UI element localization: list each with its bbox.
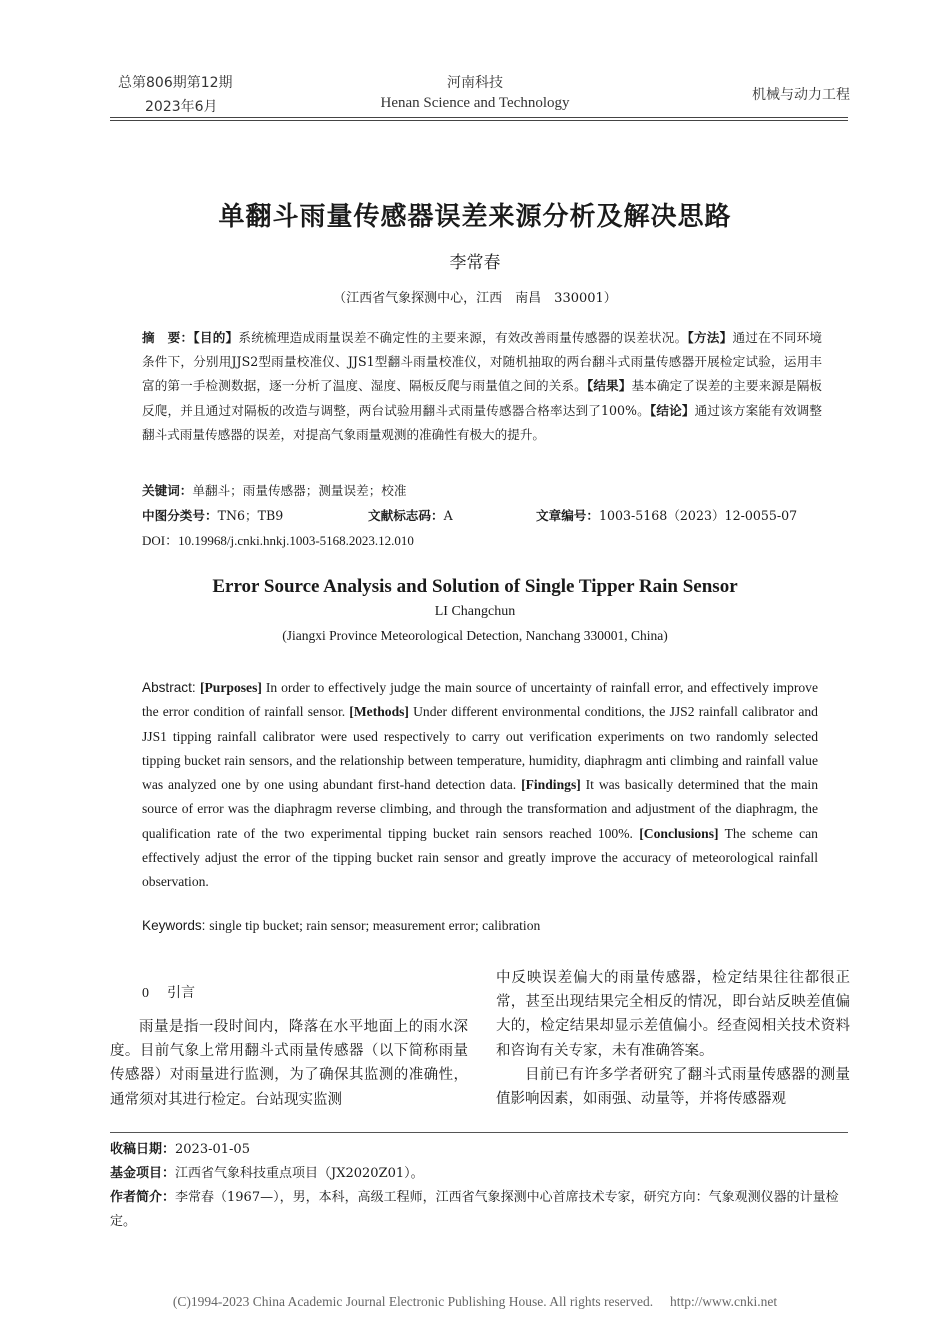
purposes-tag: [Purposes] bbox=[199, 680, 262, 695]
fund-value: 江西省气象科技重点项目（JX2020Z01）。 bbox=[175, 1166, 424, 1181]
methods-en-tag: [Methods] bbox=[349, 704, 409, 720]
section-title: 引言 bbox=[167, 985, 195, 1001]
purpose-tag: 【目的】 bbox=[193, 330, 239, 345]
section-number: 0 bbox=[142, 986, 149, 1001]
clc-label: 中图分类号： bbox=[142, 508, 218, 523]
keywords-en-text: single tip bucket; rain sensor; measurement error; calibration bbox=[209, 918, 541, 933]
keywords-zh bbox=[142, 480, 406, 499]
journal-name-zh: 河南科技 bbox=[447, 75, 503, 91]
methods-tag: 【方法】 bbox=[687, 330, 733, 345]
abstract-zh bbox=[142, 326, 822, 447]
keywords-en-label: Keywords: bbox=[142, 918, 210, 933]
clc-number bbox=[142, 505, 283, 524]
body-paragraph: 目前已有许多学者研究了翻斗式雨量传感器的测量值影响因素，如雨强、动量等，并将传感器观 bbox=[496, 1066, 850, 1108]
header-rule-top bbox=[110, 117, 848, 118]
conclusions-tag: 【结论】 bbox=[649, 402, 695, 418]
conclusions-en-text: The scheme can effectively adjust the error of the tipping bucket rain sensor and greatly improve the accuracy of meteorological rainfall observation. bbox=[142, 825, 818, 890]
received-date bbox=[110, 1138, 850, 1162]
header-rule-bottom bbox=[110, 120, 848, 121]
footnote-rule bbox=[110, 1132, 848, 1133]
document-code bbox=[368, 505, 453, 524]
abstract-en bbox=[142, 676, 818, 895]
article-number bbox=[536, 505, 797, 524]
author-zh: 李常春 bbox=[449, 253, 501, 273]
journal-name-en: Henan Science and Technology bbox=[380, 95, 570, 111]
conclusions-text: 通过该方案能有效调整翻斗式雨量传感器的误差，对提高气象雨量观测的准确性有极大的提升。 bbox=[142, 402, 822, 442]
keywords-zh-text: 单翻斗；雨量传感器；测量误差；校准 bbox=[192, 483, 407, 498]
section-label: 机械与动力工程 bbox=[752, 87, 850, 103]
abstract-zh-label: 摘 要： bbox=[142, 330, 194, 345]
clc-value: TN6；TB9 bbox=[217, 508, 284, 523]
conclusions-en-tag: [Conclusions] bbox=[639, 825, 719, 841]
doc-label: 文献标志码： bbox=[368, 508, 444, 523]
body-paragraph: 雨量是指一段时间内，降落在水平地面上的雨水深度。目前气象上常用翻斗式雨量传感器（以下简称雨量传感器）对雨量进行监测，为了确保其监测的准确性，通常须对其进行检定。台站现实监测 bbox=[110, 1019, 468, 1108]
received-label: 收稿日期： bbox=[110, 1142, 176, 1157]
methods-en-text: Under different environmental conditions, the JJS2 rainfall calibrator and JJS1 tipping rainfall calibrator were used respectively to carry out verification experiments on two randomly selected tipping bucket rain sensors, and the relationship between temperature, humidity, diaphragm anti climbing and rainfall value was analyzed one by one using abundant first-hand detection data. bbox=[142, 704, 818, 793]
section-heading bbox=[142, 982, 195, 1002]
article-label: 文章编号： bbox=[536, 508, 599, 523]
issue-number: 总第806期第12期 bbox=[118, 75, 233, 91]
fund-label: 基金项目： bbox=[110, 1166, 176, 1181]
keywords-en bbox=[142, 918, 540, 934]
purpose-text: 系统梳理造成雨量误差不确定性的主要来源，有效改善雨量传感器的误差状况。 bbox=[238, 330, 688, 345]
author-en: LI Changchun bbox=[434, 604, 516, 619]
title-en: Error Source Analysis and Solution of Single Tipper Rain Sensor bbox=[212, 576, 738, 597]
bio-label: 作者简介： bbox=[110, 1190, 176, 1205]
title-zh: 单翻斗雨量传感器误差来源分析及解决思路 bbox=[218, 202, 732, 232]
keywords-zh-label: 关键词： bbox=[142, 483, 193, 498]
author-bio bbox=[110, 1186, 850, 1234]
issue-date: 2023年6月 bbox=[145, 99, 218, 115]
received-value: 2023-01-05 bbox=[175, 1142, 250, 1157]
findings-tag: 【结果】 bbox=[586, 378, 632, 394]
methods-text: 通过在不同环境条件下，分别用JJS2型雨量校准仪、JJS1型翻斗雨量校准仪，对随机抽取的两台翻斗式雨量传感器开展检定试验，运用丰富的第一手检测数据，逐一分析了温度、湿度、隔板反爬与雨量值之间的关系。 bbox=[142, 330, 823, 394]
body-column-left bbox=[110, 1015, 468, 1112]
bio-value: 李常春（1967—），男，本科，高级工程师，江西省气象探测中心首席技术专家，研究方向：气象观测仪器的计量检定。 bbox=[110, 1190, 839, 1229]
fund-project bbox=[110, 1162, 850, 1186]
body-column-right bbox=[496, 966, 850, 1111]
copyright-notice: (C)1994-2023 China Academic Journal Electronic Publishing House. All rights reserved. http://www.cnki.net bbox=[172, 1294, 778, 1309]
findings-en-tag: [Findings] bbox=[521, 777, 581, 793]
doc-value: A bbox=[443, 508, 453, 523]
doi: DOI：10.19968/j.cnki.hnkj.1003-5168.2023.12.010 bbox=[142, 533, 414, 548]
affiliation-en: (Jiangxi Province Meteorological Detection, Nanchang 330001, China) bbox=[282, 628, 668, 643]
findings-en-text: It was basically determined that the main source of error was the diaphragm reverse climbing, and through the transformation and adjustment of the diaphragm, the qualification rate of the two experimental tipping bucket rain sensors reached 100%. bbox=[142, 777, 818, 841]
findings-text: 基本确定了误差的主要来源是隔板反爬，并且通过对隔板的改造与调整，两台试验用翻斗式雨量传感器合格率达到了100%。 bbox=[142, 378, 823, 418]
affiliation-zh: （江西省气象探测中心，江西 南昌 330001） bbox=[333, 291, 617, 306]
purposes-text: In order to effectively judge the main source of uncertainty of rainfall error, and effectively improve the error condition of rainfall sensor. bbox=[142, 680, 818, 720]
body-paragraph: 中反映误差偏大的雨量传感器，检定结果往往都很正常，甚至出现结果完全相反的情况，即台站反映差值偏大的，检定结果却显示差值偏小。经查阅相关技术资料和咨询有关专家，未有准确答案。 bbox=[496, 970, 850, 1059]
article-value: 1003-5168（2023）12-0055-07 bbox=[598, 508, 798, 523]
abstract-en-label: Abstract: bbox=[142, 680, 200, 695]
